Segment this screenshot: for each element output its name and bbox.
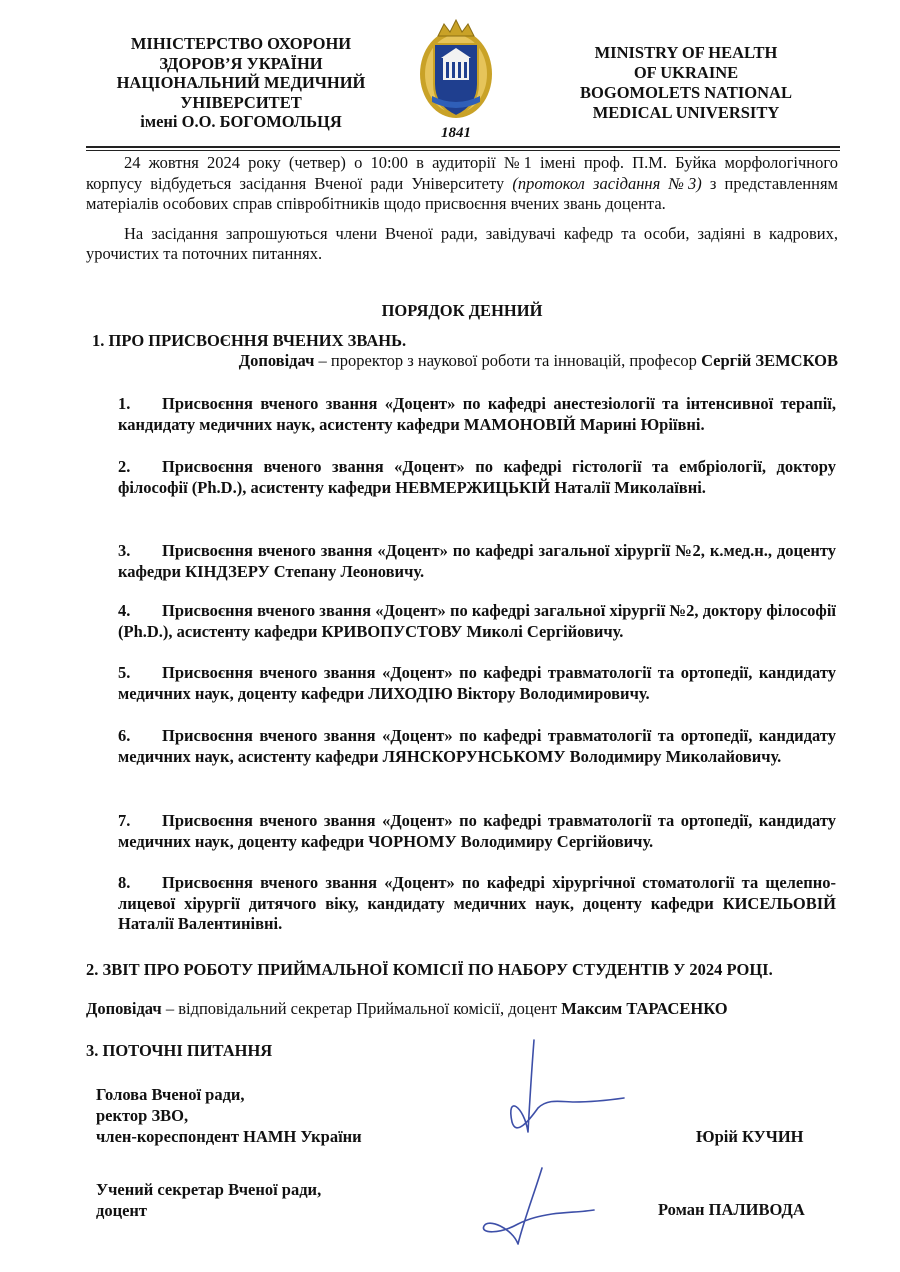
section-1-title: 1. ПРО ПРИСВОЄННЯ ВЧЕНИХ ЗВАНЬ. (92, 331, 407, 350)
chair-name: Юрій КУЧИН (696, 1127, 804, 1146)
section-3-title: 3. ПОТОЧНІ ПИТАННЯ (86, 1041, 273, 1060)
agenda-item (118, 601, 836, 642)
item-number: 3. (118, 541, 131, 560)
agenda-item (118, 663, 836, 704)
intro-paragraph (86, 153, 838, 215)
secretary-signature-block (96, 1179, 321, 1221)
signatory-title-line: Голова Вченої ради, (96, 1085, 245, 1104)
intro-text (86, 153, 838, 265)
item-number: 5. (118, 663, 131, 682)
agenda-item (118, 873, 836, 935)
speaker-label: Доповідач (238, 351, 315, 370)
header-line: НАЦІОНАЛЬНИЙ МЕДИЧНИЙ (116, 73, 366, 92)
chair-signature-block (96, 1084, 362, 1147)
signatory-title-line: член-кореспондент НАМН України (96, 1127, 362, 1146)
header-english (560, 43, 812, 123)
signatory-title-line: Учений секретар Вченої ради, (96, 1180, 322, 1199)
intro-paragraph: На засідання запрошуються члени Вченої ради, завідувачі кафедр та особи, задіяні в кадрових, урочистих та поточних питаннях. (86, 223, 838, 263)
item-text: Присвоєння вченого звання «Доцент» по кафедрі гістології та ембріології, доктору філософії (Ph.D.), асистенту кафедри НЕВМЕРЖИЦЬКІЙ Наталії Миколаївні. (118, 457, 836, 497)
signatory-title-line: доцент (96, 1201, 148, 1220)
item-text: Присвоєння вченого звання «Доцент» по кафедрі хірургічної стоматології та щелепно-лицевої хірургії дитячого віку, кандидату медичних наук, доценту кафедри КИСЕЛЬОВІЙ Наталії Валентинівні. (118, 873, 836, 933)
item-number: 8. (118, 873, 131, 892)
item-text: Присвоєння вченого звання «Доцент» по кафедрі анестезіології та інтенсивної терапії, кандидату медичних наук, асистенту кафедри МАМОНОВІЙ Марині Юріївні. (118, 394, 836, 434)
item-number: 7. (118, 811, 131, 830)
intro-text-part: 24 жовтня 2024 року (четвер) о 10:00 в аудиторії №1 імені проф. П.М. Буйка морфологічного корпусу відбудеться засідання Вченої ради Університету (86, 153, 838, 193)
header-line: MINISTRY OF HEALTH (594, 43, 778, 62)
speaker-role: – проректор з наукової роботи та інновацій, професор (314, 351, 702, 370)
speaker-name: Сергій ЗЕМСКОВ (701, 351, 838, 370)
section-2-title: 2. ЗВІТ ПРО РОБОТУ ПРИЙМАЛЬНОЇ КОМІСІЇ ПО НАБОРУ СТУДЕНТІВ У 2024 РОЦІ. (86, 960, 773, 979)
university-emblem-icon (416, 18, 496, 128)
agenda-item (118, 811, 836, 852)
header-line: MEDICAL UNIVERSITY (592, 103, 780, 122)
agenda-item (118, 541, 836, 582)
speaker-role: – відповідальний секретар Приймальної комісії, доцент (161, 999, 562, 1018)
agenda-item (118, 457, 836, 498)
header-divider (86, 146, 840, 148)
agenda-item (118, 726, 836, 767)
agenda-title: ПОРЯДОК ДЕННИЙ (381, 301, 543, 320)
item-text: Присвоєння вченого звання «Доцент» по кафедрі загальної хірургії №2, к.мед.н., доценту кафедри КІНДЗЕРУ Степану Леоновичу. (118, 541, 836, 581)
item-text: Присвоєння вченого звання «Доцент» по кафедрі травматології та ортопедії, кандидату медичних наук, асистенту кафедри ЛЯНСКОРУНСЬКОМУ Володимиру Миколайовичу. (118, 726, 836, 766)
item-number: 6. (118, 726, 131, 745)
speaker-name: Максим ТАРАСЕНКО (561, 999, 728, 1018)
header-ukrainian (96, 34, 386, 132)
header-line: імені О.О. БОГОМОЛЬЦЯ (140, 112, 342, 131)
agenda-item (118, 394, 836, 435)
secretary-name: Роман ПАЛИВОДА (658, 1200, 805, 1219)
item-text: Присвоєння вченого звання «Доцент» по кафедрі загальної хірургії №2, доктору філософії (Ph.D.), асистенту кафедри КРИВОПУСТОВУ Миколі Сергійовичу. (118, 601, 836, 641)
secretary-signature-icon (478, 1164, 598, 1248)
header-line: BOGOMOLETS NATIONAL (580, 83, 792, 102)
section-1-speaker (86, 351, 838, 371)
intro-text-part: з представленням матеріалів особових справ співробітників щодо присвоєння вчених звань доцента. (86, 173, 838, 213)
item-text: Присвоєння вченого звання «Доцент» по кафедрі травматології та ортопедії, кандидату медичних наук, доценту кафедри ЛИХОДІЮ Віктору Володимировичу. (118, 663, 836, 703)
item-number: 1. (118, 394, 131, 413)
chair-signature-icon (498, 1036, 628, 1140)
header-divider-thin (86, 150, 840, 151)
founding-year: 1841 (441, 125, 471, 141)
item-number: 2. (118, 457, 131, 476)
header-line: МІНІСТЕРСТВО ОХОРОНИ (130, 34, 352, 53)
item-text: Присвоєння вченого звання «Доцент» по кафедрі травматології та ортопедії, кандидату медичних наук, доценту кафедри ЧОРНОМУ Володимиру Сергійовичу. (118, 811, 836, 851)
header-line: OF UKRAINE (633, 63, 739, 82)
header-line: ЗДОРОВ’Я УКРАЇНИ (159, 53, 323, 73)
section-2-speaker (86, 999, 728, 1019)
protocol-reference: (протокол засідання №3) (512, 173, 702, 193)
signatory-title-line: ректор ЗВО, (96, 1106, 189, 1125)
item-number: 4. (118, 601, 131, 620)
header-line: УНІВЕРСИТЕТ (180, 92, 302, 112)
speaker-label: Доповідач (86, 999, 162, 1018)
